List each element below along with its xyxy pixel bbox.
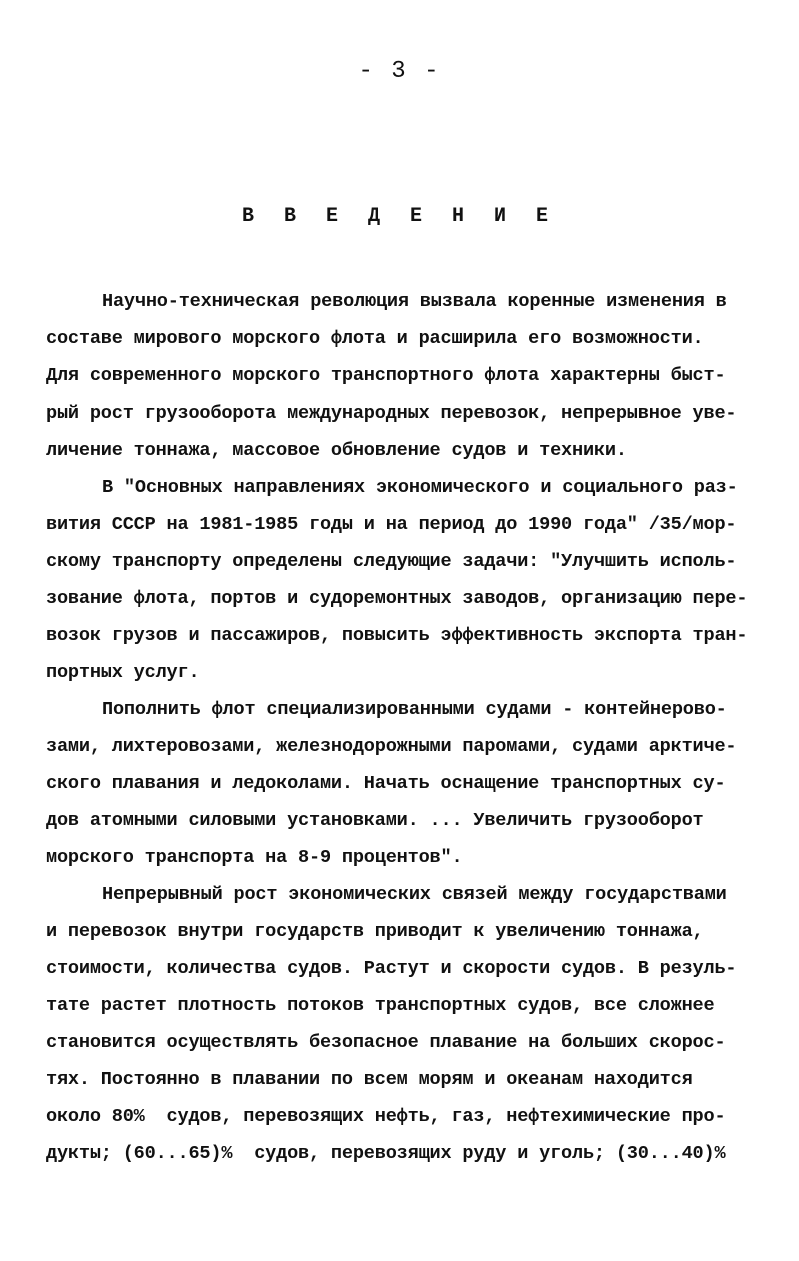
text-line: личение тоннажа, массовое обновление судов и техники. [46,440,627,461]
text-line: Для современного морского транспортного флота характерны быст- [46,365,726,386]
text-line: тате растет плотность потоков транспортных судов, все сложнее [46,995,715,1016]
text-line: зами, лихтеровозами, железнодорожными паромами, судами арктиче- [46,736,737,757]
text-line: стоимости, количества судов. Растут и скорости судов. В резуль- [46,958,737,979]
text-line: составе мирового морского флота и расширила его возможности. [46,328,704,349]
page-number: - 3 - [358,58,441,85]
text-line: дов атомными силовыми установками. ... Увеличить грузооборот [46,810,704,831]
text-line: и перевозок внутри государств приводит к увеличению тоннажа, [46,921,704,942]
text-line: около 80% судов, перевозящих нефть, газ, нефтехимические про- [46,1106,726,1127]
text-line: вития СССР на 1981-1985 годы и на период до 1990 года" /35/мор- [46,514,737,535]
text-line: зование флота, портов и судоремонтных заводов, организацию пере- [46,588,748,609]
text-line: скому транспорту определены следующие задачи: "Улучшить исполь- [46,551,737,572]
text-line: портных услуг. [46,662,200,683]
text-line: Научно-техническая революция вызвала коренные изменения в [102,291,727,312]
text-line: рый рост грузооборота международных перевозок, непрерывное уве- [46,403,737,424]
text-line: Непрерывный рост экономических связей между государствами [102,884,727,905]
text-line: становится осуществлять безопасное плавание на больших скорос- [46,1032,726,1053]
text-line: ского плавания и ледоколами. Начать оснащение транспортных су- [46,773,726,794]
text-line: Пополнить флот специализированными судами - контейнерово- [102,699,727,720]
text-line: возок грузов и пассажиров, повысить эффективность экспорта тран- [46,625,748,646]
text-line: тях. Постоянно в плавании по всем морям и океанам находится [46,1069,693,1090]
text-line: В "Основных направлениях экономического и социального раз- [102,477,738,498]
text-line: дукты; (60...65)% судов, перевозящих руду и уголь; (30...40)% [46,1143,726,1164]
text-line: морского транспорта на 8-9 процентов". [46,847,463,868]
section-heading: В В Е Д Е Н И Е [241,205,558,228]
